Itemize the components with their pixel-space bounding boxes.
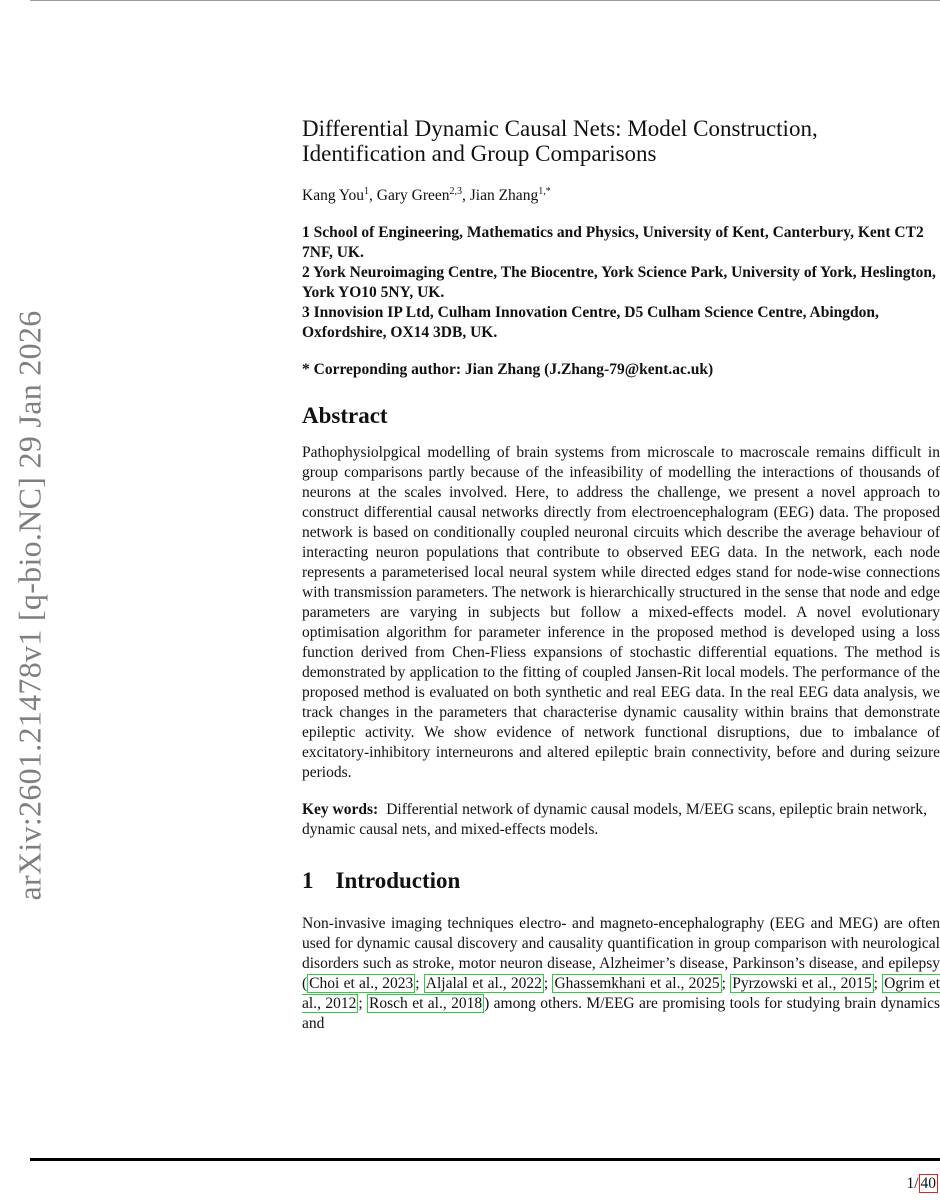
citation-sep: , bbox=[442, 995, 452, 1013]
affiliation-2: 2 York Neuroimaging Centre, The Biocentre, York Science Park, University of York, Heslington, York YO10 5NY, UK. bbox=[302, 264, 936, 302]
citation-year: 2015 bbox=[840, 975, 872, 993]
page-number bbox=[906, 1175, 938, 1193]
citation-separator: ; bbox=[415, 975, 424, 993]
citation-sep: , bbox=[374, 975, 383, 993]
section-title: Introduction bbox=[335, 868, 461, 894]
citation-separator: ; bbox=[721, 975, 731, 993]
title-line-2: Identification and Group Comparisons bbox=[302, 141, 657, 166]
section-number: 1 bbox=[302, 868, 314, 894]
page-separator: / bbox=[914, 1175, 919, 1192]
citation-year: 2012 bbox=[325, 995, 357, 1013]
citation-name: Ogrim et al. bbox=[302, 975, 940, 1013]
citation-name: Pyrzowski et al. bbox=[732, 975, 833, 993]
citation-year: 2018 bbox=[451, 995, 483, 1013]
citation-separator: ; bbox=[358, 995, 368, 1013]
author-affiliation-mark: 2,3 bbox=[449, 186, 462, 197]
affiliation-1: 1 School of Engineering, Mathematics and Physics, University of Kent, Canterbury, Kent CT2 7NF, UK. bbox=[302, 224, 924, 262]
introduction-paragraph bbox=[302, 914, 940, 1034]
citation-separator: ; bbox=[873, 975, 883, 993]
corresponding-author: * Correponding author: Jian Zhang (J.Zhang-79@kent.ac.uk) bbox=[302, 361, 714, 379]
paper-content bbox=[302, 116, 940, 1034]
citation-sep: , bbox=[680, 975, 689, 993]
citation-link[interactable] bbox=[730, 974, 873, 993]
citation-year: 2025 bbox=[688, 975, 720, 993]
citation-sep: , bbox=[317, 995, 326, 1013]
keywords-label: Key words: bbox=[302, 801, 379, 819]
author-name: Kang You bbox=[302, 187, 365, 205]
arxiv-id[interactable]: arXiv:2601.21478v1 [q-bio.NC] 29 Jan 2026 bbox=[11, 309, 48, 901]
introduction-heading bbox=[302, 868, 940, 894]
footer-rule bbox=[30, 1158, 940, 1161]
citation-year: 2023 bbox=[382, 975, 414, 993]
abstract-heading: Abstract bbox=[302, 403, 388, 429]
citation-link[interactable] bbox=[424, 974, 544, 993]
page-current: 1 bbox=[906, 1175, 915, 1192]
affiliation-3: 3 Innovision IP Ltd, Culham Innovation Centre, D5 Culham Science Centre, Abingdon, Oxfordshire, OX14 3DB, UK. bbox=[302, 304, 879, 342]
top-rule bbox=[30, 0, 940, 1]
author-separator: , bbox=[462, 187, 470, 205]
citation-name: Choi et al. bbox=[309, 975, 375, 993]
citation-link[interactable] bbox=[307, 974, 415, 993]
intro-lead-text: Non-invasive imaging techniques electro- and magneto-encephalography (EEG and MEG) are often used for dynamic causal discovery and causality quantification in group comparison with neurological disorders such as stroke, motor neuron disease, Alzheimer’s disease, Parkinson’s disease, and epilepsy ( bbox=[302, 915, 940, 993]
citation-year: 2022 bbox=[510, 975, 542, 993]
citation-name: Aljalal et al. bbox=[425, 975, 503, 993]
author-affiliation-mark: 1,* bbox=[538, 186, 551, 197]
affiliations bbox=[302, 223, 940, 343]
keywords bbox=[302, 800, 940, 840]
citation-name: Rosch et al. bbox=[369, 995, 443, 1013]
citation-name: Ghassemkhani et al. bbox=[554, 975, 681, 993]
abstract-text: Pathophysiolpgical modelling of brain systems from microscale to macroscale remains difficult in group comparisons partly because of the infeasibility of modelling the interactions of thousands of neurons at the scales involved. Here, to address the challenge, we present a novel approach to construct differential causal networks directly from electroencephalogram (EEG) data. The proposed network is based on conditionally coupled neuronal circuits which describe the average behaviour of interacting neuron populations that contribute to observed EEG data. In the network, each node represents a parameterised local neural system while directed edges stand for node-wise connections with transmission parameters. The network is hierarchically structured in the sense that node and edge parameters are varying in subjects but follow a mixed-effects model. A novel evolutionary optimisation algorithm for parameter inference in the proposed method is developed using a loss function derived from Chen-Fliess expansions of stochastic differential equations. The method is demonstrated by application to the fitting of coupled Jansen-Rit local models. The performance of the proposed method is evaluated on both synthetic and real EEG data. In the real EEG data analysis, we track changes in the parameters that characterise dynamic causality within brains that demonstrate epileptic activity. We show evidence of network functional disruptions, due to imbalance of excitatory-inhibitory interneurons and altered epileptic brain connectivity, before and during seizure periods. bbox=[302, 444, 940, 782]
intro-tail-text: ) among others. M/EEG are promising tools for studying brain dynamics and bbox=[302, 995, 940, 1033]
title-line-1: Differential Dynamic Causal Nets: Model Construction, bbox=[302, 116, 818, 141]
author-separator: , bbox=[369, 187, 377, 205]
author-name: Gary Green bbox=[376, 187, 450, 205]
page-total-link[interactable]: 40 bbox=[920, 1175, 936, 1192]
author-list bbox=[302, 186, 940, 205]
citation-link[interactable] bbox=[367, 994, 484, 1013]
citation-sep: , bbox=[832, 975, 841, 993]
citation-sep: , bbox=[502, 975, 511, 993]
author-name: Jian Zhang bbox=[469, 187, 539, 205]
citation-separator: ; bbox=[543, 975, 553, 993]
arxiv-stamp bbox=[0, 290, 60, 920]
author-affiliation-mark: 1 bbox=[364, 186, 370, 197]
keywords-text: Differential network of dynamic causal models, M/EEG scans, epileptic brain network, dynamic causal nets, and mixed-effects models. bbox=[302, 801, 927, 839]
citation-link[interactable] bbox=[552, 974, 721, 993]
paper-title bbox=[302, 116, 940, 166]
